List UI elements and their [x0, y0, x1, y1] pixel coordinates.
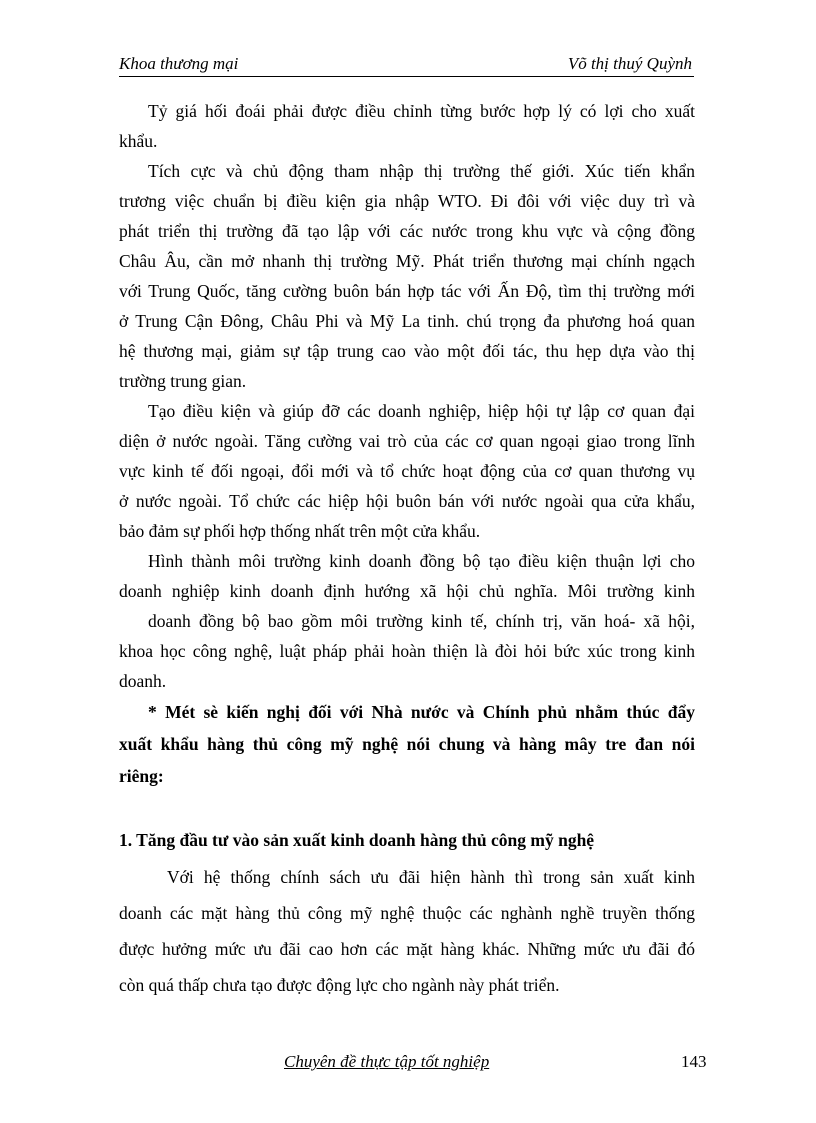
paragraph-market-integration: [119, 156, 695, 396]
text-line: Châu Âu, cần mở nhanh thị trường Mỹ. Phát triển thương mại chính ngạch: [119, 251, 695, 271]
text-line: doanh đồng bộ bao gồm môi trường kinh tế, chính trị, văn hoá- xã hội,: [148, 611, 695, 631]
text-line: Tạo điều kiện và giúp đỡ các doanh nghiệp, hiệp hội tự lập cơ quan đại: [148, 401, 695, 421]
paragraph-business-environment: [119, 546, 695, 696]
text-line: ở Trung Cận Đông, Châu Phi và Mỹ La tinh. chú trọng đa phương hoá quan: [119, 311, 695, 331]
text-line: doanh nghiệp kinh doanh định hướng xã hội chủ nghĩa. Môi trường kinh: [119, 581, 695, 601]
text-line: được hưởng mức ưu đãi cao hơn các mặt hàng khác. Những mức ưu đãi đó: [119, 939, 695, 959]
text-line: * Mét sè kiến nghị đối với Nhà nước và Chính phủ nhằm thúc đẩy: [148, 702, 695, 722]
header-faculty: Khoa thương mại: [119, 54, 239, 73]
header-author: Võ thị thuý Quỳnh: [567, 54, 692, 73]
text-line: còn quá thấp chưa tạo được động lực cho ngành này phát triển.: [119, 975, 560, 995]
text-line: Tích cực và chủ động tham nhập thị trường thế giới. Xúc tiến khẩn: [148, 161, 695, 181]
paragraph-recommendations: [119, 696, 695, 792]
text-line: diện ở nước ngoài. Tăng cường vai trò của các cơ quan ngoại giao trong lĩnh: [119, 431, 695, 451]
text-line: doanh các mặt hàng thủ công mỹ nghệ thuộc các nghành nghề truyền thống: [119, 903, 695, 923]
text-line: trường trung gian.: [119, 371, 247, 391]
text-line: hệ thương mại, giảm sự tập trung cao vào một đối tác, thu hẹp dựa vào thị: [119, 341, 695, 361]
document-body: [119, 96, 695, 1003]
text-line: riêng:: [119, 766, 164, 786]
paragraph-representative-offices: [119, 396, 695, 546]
page-header: [119, 52, 694, 77]
footer-title: Chuyên đề thực tập tốt nghiệp: [284, 1052, 490, 1071]
text-line: với Trung Quốc, tăng cường buôn bán hợp tác với Ấn Độ, tìm thị trường mới: [119, 281, 695, 301]
text-line: Tỷ giá hối đoái phải được điều chỉnh từng bước hợp lý có lợi cho xuất: [148, 101, 695, 121]
text-line: Với hệ thống chính sách ưu đãi hiện hành thì trong sản xuất kinh: [167, 867, 695, 887]
spacer: [119, 792, 695, 825]
text-line: ở nước ngoài. Tổ chức các hiệp hội buôn bán với nước ngoài qua cửa khẩu,: [119, 491, 695, 511]
text-line: bảo đảm sự phối hợp thống nhất trên một cửa khẩu.: [119, 521, 481, 541]
page-number: 143: [681, 1052, 707, 1071]
text-line: xuất khẩu hàng thủ công mỹ nghệ nói chung và hàng mây tre đan nói: [119, 734, 695, 754]
text-line: phát triển thị trường đã tạo lập với các nước trong khu vực và cộng đồng: [119, 221, 695, 241]
text-line: khoa học công nghệ, luật pháp phải hoàn thiện là đòi hỏi bức xúc trong kinh: [119, 641, 695, 661]
section-heading: 1. Tăng đầu tư vào sản xuất kinh doanh hàng thủ công mỹ nghệ: [119, 830, 595, 850]
text-line: Hình thành môi trường kinh doanh đồng bộ tạo điều kiện thuận lợi cho: [148, 551, 695, 571]
paragraph-investment: [119, 859, 695, 1003]
text-line: doanh.: [119, 671, 167, 691]
text-line: trương việc chuẩn bị điều kiện gia nhập WTO. Đi đôi với việc duy trì và: [119, 191, 695, 211]
text-line: khẩu.: [119, 131, 158, 151]
paragraph-exchange-rate: [119, 96, 695, 156]
text-line: vực kinh tế đối ngoại, đổi mới và tổ chức hoạt động của cơ quan thương vụ: [119, 461, 695, 481]
